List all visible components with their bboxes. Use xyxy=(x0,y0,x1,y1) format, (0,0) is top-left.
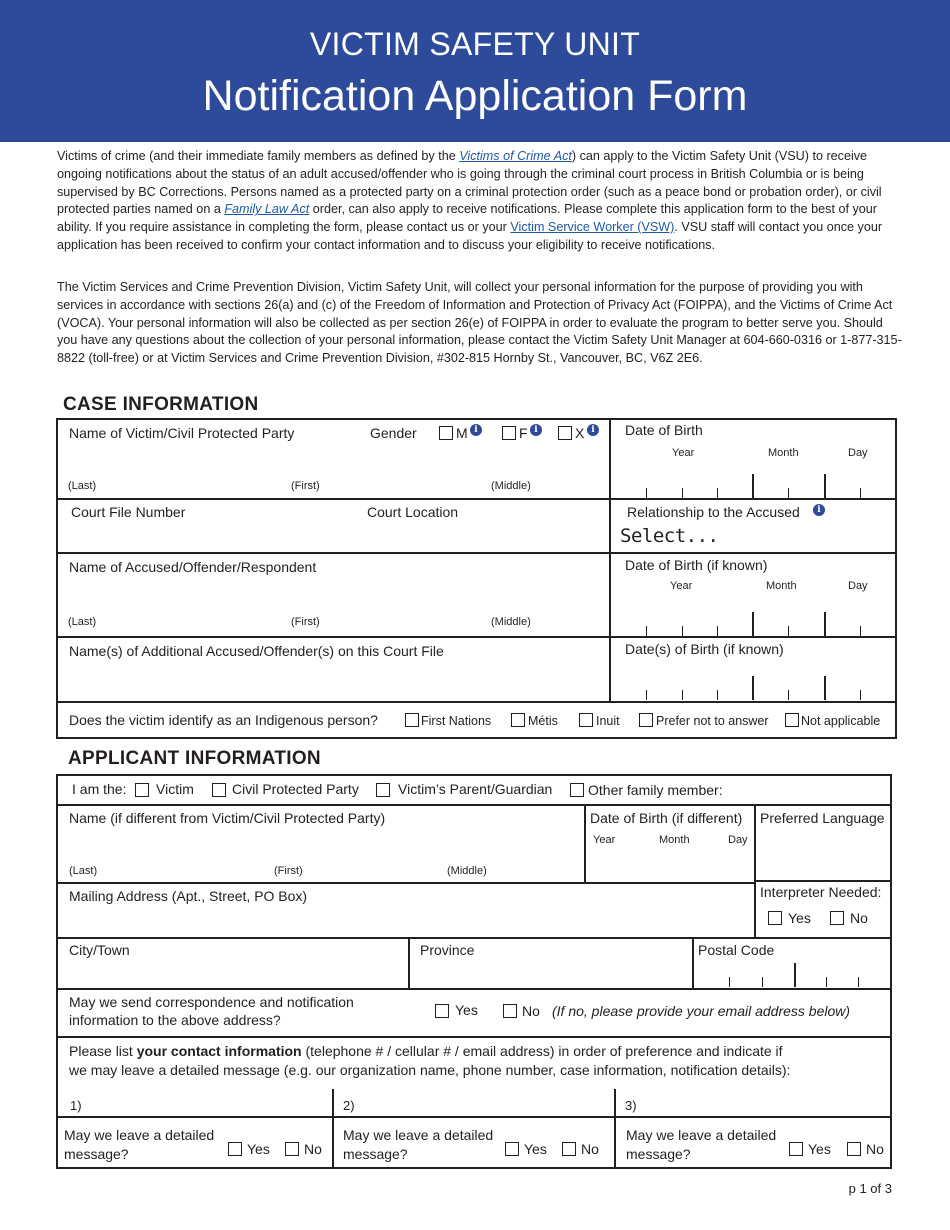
interpreter-yes-checkbox[interactable] xyxy=(768,911,782,925)
info-icon[interactable]: i xyxy=(470,424,482,436)
contact-instructions-line2: we may leave a detailed message (e.g. our organization name, phone number, case information, notification details): xyxy=(69,1062,791,1078)
gender-x-label: X xyxy=(575,425,585,441)
divider xyxy=(56,804,892,806)
intro-paragraph-1 xyxy=(57,148,902,255)
contact-1-input[interactable] xyxy=(88,1090,328,1114)
message-2-yes-checkbox[interactable] xyxy=(505,1142,519,1156)
divider xyxy=(56,498,897,500)
unit-name: VICTIM SAFETY UNIT xyxy=(309,26,641,62)
divider xyxy=(692,937,694,988)
dob-day-hint: Day xyxy=(728,834,748,846)
province-label: Province xyxy=(420,942,475,958)
divider xyxy=(56,1116,892,1118)
prefer-not-label: Prefer not to answer xyxy=(656,714,769,728)
role-protected-party-label: Civil Protected Party xyxy=(232,781,359,797)
gender-f-label: F xyxy=(519,425,528,441)
victims-of-crime-act-link[interactable]: Victims of Crime Act xyxy=(459,149,572,163)
dob-year-hint: Year xyxy=(672,447,695,459)
court-file-label: Court File Number xyxy=(71,504,186,520)
contact-3-input[interactable] xyxy=(642,1090,888,1114)
dob-year-hint: Year xyxy=(593,834,616,846)
first-name-hint: (First) xyxy=(291,616,320,628)
intro-text: order, can also apply to receive notifications. Please complete this application form to the best of your ability. If you require assistance in completing the form, please contact us or your xyxy=(57,202,877,235)
i-am-the-label: I am the: xyxy=(72,781,127,797)
interpreter-label: Interpreter Needed: xyxy=(760,884,882,900)
accused-dob-label: Date of Birth (if known) xyxy=(625,557,768,573)
info-icon[interactable]: i xyxy=(587,424,599,436)
applicant-dob-input[interactable] xyxy=(588,850,750,880)
court-location-input[interactable] xyxy=(362,522,606,550)
language-label: Preferred Language xyxy=(760,810,885,826)
dob-month-hint: Month xyxy=(768,447,799,459)
form-title: Notification Application Form xyxy=(202,72,748,120)
dob-year-hint: Year xyxy=(670,580,693,592)
contact-1-number: 1) xyxy=(70,1098,82,1113)
message-2-no-checkbox[interactable] xyxy=(562,1142,576,1156)
contact-2-input[interactable] xyxy=(360,1090,610,1114)
role-other-family-label: Other family member: xyxy=(588,782,723,798)
middle-name-hint: (Middle) xyxy=(491,480,531,492)
message-1-no-label: No xyxy=(304,1141,322,1157)
message-3-yes-checkbox[interactable] xyxy=(789,1142,803,1156)
dob-label: Date of Birth xyxy=(625,422,703,438)
victim-dob-input[interactable] xyxy=(614,462,893,496)
not-applicable-label: Not applicable xyxy=(801,714,881,728)
message-2-no-label: No xyxy=(581,1141,599,1157)
role-parent-guardian-label: Victim’s Parent/Guardian xyxy=(398,781,553,797)
last-name-hint: (Last) xyxy=(68,616,97,628)
first-name-hint: (First) xyxy=(291,480,320,492)
info-icon[interactable]: i xyxy=(813,504,825,516)
correspondence-question-line1: May we send correspondence and notification xyxy=(69,994,354,1010)
accused-name-label: Name of Accused/Offender/Respondent xyxy=(69,559,317,575)
message-question-3-line1: May we leave a detailed xyxy=(626,1127,777,1143)
divider xyxy=(609,418,611,701)
divider xyxy=(56,1036,892,1038)
message-question-2-line2: message? xyxy=(343,1146,408,1162)
divider xyxy=(56,882,754,884)
intro-text: . VSU staff will contact you once your application has been received to confirm your contact information and to discuss your eligibility to receive notifications. xyxy=(57,220,883,252)
message-question-1-line1: May we leave a detailed xyxy=(64,1127,215,1143)
first-name-hint: (First) xyxy=(274,865,303,877)
intro-text: Victims of crime (and their immediate family members as defined by the xyxy=(57,149,460,163)
additional-accused-input[interactable] xyxy=(60,662,605,699)
correspondence-note: (If no, please provide your email address below) xyxy=(552,1003,851,1019)
correspondence-yes-checkbox[interactable] xyxy=(435,1004,449,1018)
gender-f-checkbox[interactable] xyxy=(502,426,516,440)
gender-x-checkbox[interactable] xyxy=(558,426,572,440)
interpreter-no-checkbox[interactable] xyxy=(830,911,844,925)
role-other-family-checkbox[interactable] xyxy=(570,783,584,797)
message-3-no-checkbox[interactable] xyxy=(847,1142,861,1156)
mailing-address-label: Mailing Address (Apt., Street, PO Box) xyxy=(69,888,308,904)
indigenous-question: Does the victim identify as an Indigenous person? xyxy=(69,712,378,728)
city-label: City/Town xyxy=(69,942,130,958)
message-1-yes-label: Yes xyxy=(247,1141,270,1157)
contact-3-number: 3) xyxy=(625,1098,637,1113)
relationship-label: Relationship to the Accused xyxy=(627,504,800,520)
inuit-checkbox[interactable] xyxy=(579,713,593,727)
divider xyxy=(56,988,892,990)
relationship-select[interactable]: Select... xyxy=(620,525,719,547)
interpreter-no-label: No xyxy=(850,910,868,926)
page-number: p 1 of 3 xyxy=(848,1181,892,1196)
mailing-address-input[interactable] xyxy=(60,906,750,935)
first-nations-label: First Nations xyxy=(421,714,492,728)
applicant-information-heading: APPLICANT INFORMATION xyxy=(68,748,321,769)
case-information-heading: CASE INFORMATION xyxy=(63,394,259,415)
province-input[interactable] xyxy=(412,960,688,986)
additional-dob-label: Date(s) of Birth (if known) xyxy=(625,641,784,657)
dob-month-hint: Month xyxy=(766,580,797,592)
court-file-input[interactable] xyxy=(60,522,360,550)
applicant-dob-label: Date of Birth (if different) xyxy=(590,810,743,826)
dob-month-hint: Month xyxy=(659,834,690,846)
divider xyxy=(754,880,892,882)
language-input[interactable] xyxy=(758,830,888,878)
victim-name-input[interactable] xyxy=(60,444,605,478)
divider xyxy=(614,1089,616,1169)
contact-instructions-line1: Please list your contact information (telephone # / cellular # / email address) in order of preference and indicate if xyxy=(69,1043,783,1059)
role-victim-checkbox[interactable] xyxy=(135,783,149,797)
accused-name-input[interactable] xyxy=(60,578,605,614)
metis-label: Métis xyxy=(528,714,558,728)
intro-paragraph-2: The Victim Services and Crime Prevention Division, Victim Safety Unit, will collect your personal information for the purpose of providing you with services in accordance with sections 26(a) and (c) of the Freedom of Information and Protection of Privacy Act (FOIPPA), and the Victims of Crime Act (VOCA). Your personal information will also be collected as per section 26(e) of FOIPPA in order to evaluate the program to better serve you. Should you have any questions about the collection of your personal information, please contact the Victim Safety Unit Manager at 604-660-0316 or 1-877-315-8822 (toll-free) or at Victim Services and Crime Prevention Division, #302-815 Hornby St., Vancouver, BC, V6Z 2E6. xyxy=(57,280,902,366)
other-family-input[interactable] xyxy=(735,778,889,802)
message-question-1-line2: message? xyxy=(64,1146,129,1162)
victim-name-label: Name of Victim/Civil Protected Party xyxy=(69,425,295,441)
message-question-2-line1: May we leave a detailed xyxy=(343,1127,494,1143)
message-1-yes-checkbox[interactable] xyxy=(228,1142,242,1156)
message-2-yes-label: Yes xyxy=(524,1141,547,1157)
correspondence-no-checkbox[interactable] xyxy=(503,1004,517,1018)
info-icon[interactable]: i xyxy=(530,424,542,436)
metis-checkbox[interactable] xyxy=(511,713,525,727)
first-nations-checkbox[interactable] xyxy=(405,713,419,727)
correspondence-yes-label: Yes xyxy=(455,1002,478,1018)
role-parent-guardian-checkbox[interactable] xyxy=(376,783,390,797)
divider xyxy=(754,804,756,937)
divider xyxy=(56,701,897,703)
divider xyxy=(56,937,892,939)
divider xyxy=(584,804,586,882)
last-name-hint: (Last) xyxy=(69,865,98,877)
applicant-name-label: Name (if different from Victim/Civil Protected Party) xyxy=(69,810,386,826)
divider xyxy=(56,636,897,638)
dob-day-hint: Day xyxy=(848,580,868,592)
correspondence-no-label: No xyxy=(522,1003,540,1019)
correspondence-question-line2: information to the above address? xyxy=(69,1012,281,1028)
message-question-3-line2: message? xyxy=(626,1146,691,1162)
interpreter-yes-label: Yes xyxy=(788,910,811,926)
divider xyxy=(56,552,897,554)
applicant-name-input[interactable] xyxy=(60,830,580,864)
middle-name-hint: (Middle) xyxy=(491,616,531,628)
city-input[interactable] xyxy=(60,960,404,986)
gender-m-label: M xyxy=(456,425,468,441)
message-3-yes-label: Yes xyxy=(808,1141,831,1157)
intro-text: ) can apply to the Victim Safety Unit (VSU) to receive ongoing notifications about the status of an adult accused/offender who is going through the criminal court process in British Columbia or is being supervised by BC Corrections. Persons named as a protected party on a criminal protection order (such as a peace bond or probation order), or civil protected parties named on a xyxy=(57,149,882,217)
header-banner xyxy=(0,0,950,142)
additional-dob-input[interactable] xyxy=(614,662,893,699)
message-1-no-checkbox[interactable] xyxy=(285,1142,299,1156)
dob-day-hint: Day xyxy=(848,447,868,459)
contact-2-number: 2) xyxy=(343,1098,355,1113)
role-protected-party-checkbox[interactable] xyxy=(212,783,226,797)
role-victim-label: Victim xyxy=(156,781,194,797)
court-location-label: Court Location xyxy=(367,504,459,520)
divider xyxy=(332,1089,334,1169)
family-law-act-link[interactable]: Family Law Act xyxy=(224,202,310,217)
not-applicable-checkbox[interactable] xyxy=(785,713,799,727)
middle-name-hint: (Middle) xyxy=(447,865,487,877)
inuit-label: Inuit xyxy=(596,714,620,728)
additional-accused-label: Name(s) of Additional Accused/Offender(s) on this Court File xyxy=(69,643,444,659)
prefer-not-checkbox[interactable] xyxy=(639,713,653,727)
message-3-no-label: No xyxy=(866,1141,884,1157)
victim-service-worker-link[interactable]: Victim Service Worker (VSW) xyxy=(510,220,675,235)
accused-dob-input[interactable] xyxy=(614,598,893,634)
gender-m-checkbox[interactable] xyxy=(439,426,453,440)
postal-code-label: Postal Code xyxy=(698,942,775,958)
postal-code-input[interactable] xyxy=(696,960,888,986)
divider xyxy=(408,937,410,988)
gender-label: Gender xyxy=(370,425,417,441)
last-name-hint: (Last) xyxy=(68,480,97,492)
